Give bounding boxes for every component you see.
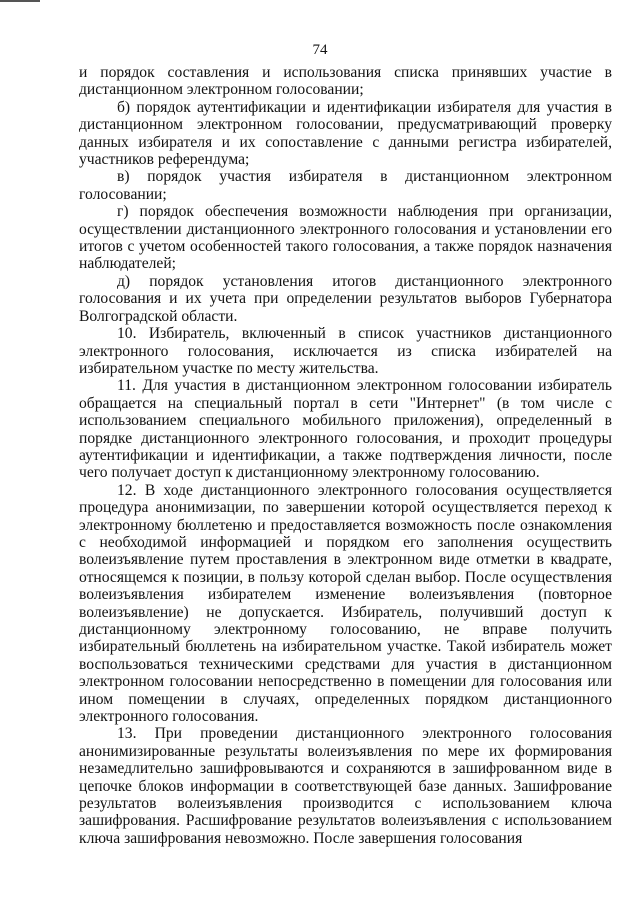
paragraph: г) порядок обеспечения возможности наблюдения при организации, осуществлении дистанционного электронного голосования и установлении его итогов с учетом особенностей такого голосования, а также порядок назначения наблюдателей; — [79, 203, 612, 273]
document-body — [79, 64, 612, 847]
paragraph: в) порядок участия избирателя в дистанционном электронном голосовании; — [79, 168, 612, 203]
paragraph: 13. При проведении дистанционного электронного голосования анонимизированные результаты волеизъявления по мере их формирования незамедлительно зашифровываются и сохраняются в зашифрованном виде в цепочке блоков информации в соответствующей базе данных. Зашифрование результатов волеизъявления производится с использованием ключа зашифрования. Расшифрование результатов волеизъявления с использованием ключа зашифрования невозможно. После завершения голосования — [79, 725, 612, 847]
paragraph: 11. Для участия в дистанционном электронном голосовании избиратель обращается на специальный портал в сети "Интернет" (в том числе с использованием специального мобильного приложения), определенный в порядке дистанционного электронного голосования, и проходит процедуры аутентификации и идентификации, а также подтверждения личности, после чего получает доступ к дистанционному электронному голосованию. — [79, 377, 612, 482]
paragraph: 12. В ходе дистанционного электронного голосования осуществляется процедура анонимизации, по завершении которой осуществляется переход к электронному бюллетеню и предоставляется возможность после ознакомления с необходимой информацией и порядком его заполнения осуществить волеизъявление путем проставления в электронном виде отметки в квадрате, относящемся к позиции, в пользу которой сделан выбор. После осуществления волеизъявления избирателем изменение волеизъявления (повторное волеизъявление) не допускается. Избиратель, получивший доступ к дистанционному электронному голосованию, не вправе получить избирательный бюллетень на избирательном участке. Такой избиратель может воспользоваться техническими средствами для участия в дистанционном электронном голосовании непосредственно в помещении для голосования или ином помещении в случаях, определенных порядком дистанционного электронного голосования. — [79, 481, 612, 726]
paragraph: 10. Избиратель, включенный в список участников дистанционного электронного голосования, исключается из списка избирателей на избирательном участке по месту жительства. — [79, 325, 612, 377]
page-number: 74 — [312, 42, 328, 58]
top-rule — [0, 0, 40, 2]
paragraph: б) порядок аутентификации и идентификации избирателя для участия в дистанционном электронном голосовании, предусматривающий проверку данных избирателя и их сопоставление с данными регистра избирателей, участников референдума; — [79, 98, 612, 169]
paragraph: и порядок составления и использования списка принявших участие в дистанционном электронном голосовании; — [79, 64, 612, 99]
paragraph: д) порядок установления итогов дистанционного электронного голосования и их учета при определении результатов выборов Губернатора Волгоградской области. — [79, 272, 612, 325]
